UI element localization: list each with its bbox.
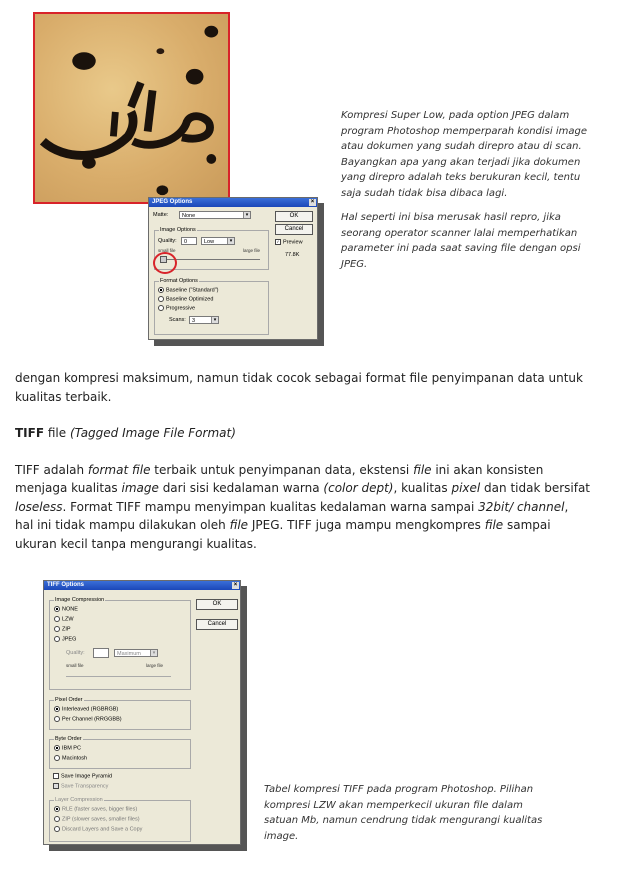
p2-text: TIFF adalah [15,462,88,477]
jpeg-caption [341,108,601,272]
layer-compression-label: Layer Compression [55,797,103,803]
baseline-optimized-radio[interactable] [158,296,213,303]
save-transparency-label: Save Transparency [61,783,109,790]
tiff-dialog-titlebar [44,581,240,590]
preview-checkbox[interactable] [275,239,303,246]
per-channel-label: Per Channel (RRGGBB) [62,716,122,723]
chevron-down-icon: ▾ [150,650,157,656]
image-compression-label: Image Compression [55,597,105,603]
per-channel-radio[interactable] [54,716,122,723]
p2-italic: 32bit/ channel [478,499,565,514]
jpeg-label: JPEG [62,636,77,643]
large-file-label: large file [243,248,261,253]
quality-input[interactable] [93,648,109,658]
p2-italic: file [413,462,432,477]
discard-layers-radio[interactable] [54,826,142,833]
tiff-dialog-title: TIFF Options [47,582,84,588]
p2-text: , hal ini tidak mampu dilakukan oleh [15,499,569,532]
p2-text: . Format TIFF mampu menyimpan kualitas kedalaman warna sampai [62,499,479,514]
zip-layers-label: ZIP (slower saves, smaller files) [62,816,140,823]
interleaved-radio[interactable] [54,706,118,713]
p2-italic: (color dept) [323,481,394,495]
p2-italic: loseless [15,499,63,514]
p2-italic: file [229,518,249,532]
p2-italic: file [484,518,504,532]
none-label: NONE [62,606,78,613]
tiff-heading-italic: (Tagged Image File Format) [69,426,236,440]
chevron-down-icon: ▾ [211,317,218,323]
quality-slider[interactable] [66,676,171,677]
scans-label: Scans: [169,317,186,323]
close-icon[interactable]: × [310,199,315,205]
tiff-caption [264,782,554,844]
tiff-heading-bold: TIFF [15,426,45,440]
save-pyramid-checkbox[interactable] [53,773,112,780]
check-icon: ✓ [276,239,280,244]
matte-value: None [182,213,196,219]
close-icon[interactable]: × [233,582,238,588]
p2-text: ini akan konsisten menjaga kualitas [15,462,544,495]
discard-layers-label: Discard Layers and Save a Copy [62,826,143,833]
body-paragraph-2 [15,461,590,554]
matte-label: Matte: [153,212,169,218]
compression-jpeg-radio[interactable] [54,636,76,643]
save-transparency-checkbox[interactable] [53,783,108,790]
progressive-radio[interactable] [158,305,195,312]
manuscript-image [33,12,230,204]
preview-label: Preview [283,239,303,246]
p2-text: dari sisi kedalaman warna [158,481,324,495]
p2-text: JPEG. TIFF juga mampu mengkompres [248,518,485,532]
progressive-label: Progressive [166,305,196,312]
jpeg-dialog-titlebar [149,198,317,207]
tiff-options-dialog [43,580,241,845]
byte-order-label: Byte Order [55,736,82,742]
ok-button[interactable]: OK [196,599,238,610]
quality-level-value: Low [204,239,215,245]
zip-layers-radio[interactable] [54,816,140,823]
small-file-label: small file [66,663,84,668]
byte-order-group [49,736,191,769]
ok-button[interactable]: OK [275,211,313,222]
compression-lzw-radio[interactable] [54,616,74,623]
scans-value: 3 [192,318,196,324]
chevron-down-icon: ▾ [227,238,234,244]
small-file-label: small file [158,248,176,253]
rle-radio[interactable] [54,806,137,813]
lzw-label: LZW [62,616,74,623]
quality-label: Quality: [66,650,85,656]
rle-label: RLE (faster saves, bigger files) [62,806,138,813]
chevron-down-icon: ▾ [243,212,250,218]
quality-label: Quality: [158,238,177,244]
format-options-group [154,278,269,335]
p2-text: , kualitas [393,481,452,495]
image-compression-group [49,597,191,690]
jpeg-caption-paragraph-1: Kompresi Super Low, pada option JPEG dalam program Photoshop memperparah kondisi image atau dokumen yang sudah direpro atau di scan. Bayangkan apa yang akan terjadi jika dokumen yang direpro adalah teks berukuran kecil, tentu saja sudah tidak bisa dibaca lagi. [341,110,587,199]
pixel-order-group [49,697,191,730]
cancel-button[interactable]: Cancel [196,619,238,630]
body-text [15,369,590,553]
scans-select[interactable] [189,316,219,324]
p2-italic: image [121,481,159,495]
layer-compression-group [49,797,191,842]
quality-level-select[interactable] [201,237,235,245]
jpeg-dialog-title: JPEG Options [152,199,193,205]
zip-label: ZIP [62,626,71,633]
format-options-label: Format Options [160,278,198,284]
quality-input[interactable]: 0 [181,237,197,245]
baseline-standard-radio[interactable] [158,287,219,294]
matte-select[interactable] [179,211,251,219]
cancel-button[interactable]: Cancel [275,224,313,235]
manuscript-calligraphy [35,14,228,202]
interleaved-label: Interleaved (RGBRGB) [62,706,119,713]
compression-zip-radio[interactable] [54,626,71,633]
compression-none-radio[interactable] [54,606,78,613]
tiff-heading-rest: file [44,426,70,440]
save-pyramid-label: Save Image Pyramid [61,773,113,780]
macintosh-label: Macintosh [62,755,88,762]
jpeg-options-dialog [148,197,318,340]
pixel-order-label: Pixel Order [55,697,83,703]
baseline-optimized-label: Baseline Optimized [166,296,214,303]
p2-italic: pixel [451,481,481,495]
baseline-standard-label: Baseline ("Standard") [166,287,219,294]
quality-level-select[interactable] [114,649,158,657]
p2-text: dan tidak bersifat [480,481,591,495]
highlight-circle [153,252,177,274]
ibm-pc-label: IBM PC [62,745,81,752]
quality-level-value: Maximum [117,651,141,657]
file-size: 77.8K [285,252,300,258]
image-options-label: Image Options [160,227,196,233]
p2-text: sampai ukuran kecil tanpa mengurangi kualitas. [15,518,551,551]
body-paragraph-1: dengan kompresi maksimum, namun tidak cocok sebagai format file penyimpanan data untuk kualitas terbaik. [15,371,583,404]
p2-text: terbaik untuk penyimpanan data, ekstensi [150,462,414,477]
ibm-pc-radio[interactable] [54,745,81,752]
tiff-heading [15,424,590,443]
p2-italic: format file [87,462,151,477]
macintosh-radio[interactable] [54,755,87,762]
tiff-caption-text: Tabel kompresi TIFF pada program Photoshop. Pilihan kompresi LZW akan memperkecil ukuran file dalam satuan Mb, namun cendrung tidak mengurangi kualitas image. [264,784,543,842]
large-file-label: large file [146,663,164,668]
jpeg-caption-paragraph-2: Hal seperti ini bisa merusak hasil repro, jika seorang operator scanner lalai memperhatikan parameter ini pada saat saving file dengan opsi JPEG. [341,212,581,270]
